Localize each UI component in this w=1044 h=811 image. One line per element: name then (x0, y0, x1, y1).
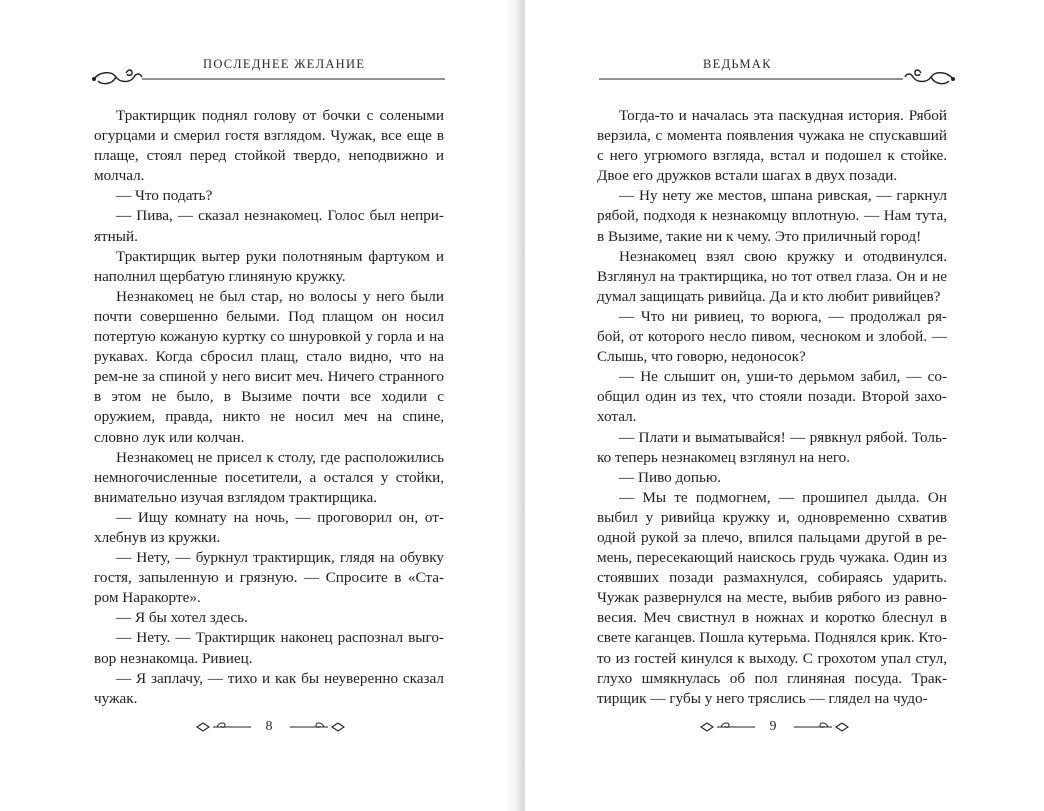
running-head-left: ПОСЛЕДНЕЕ ЖЕЛАНИЕ (203, 57, 366, 71)
paragraph: — Я бы хотел здесь. (116, 609, 248, 627)
paragraph: Незнакомец взял свою кружку и отодвинулся. Взглянул на трактирщика, но тот отвел глаза. Он и не думал защищать ривийца. Да и кто любит ривийцев? (597, 247, 947, 305)
paragraph: Незнакомец не был стар, но волосы у него были почти совершенно белыми. Под плащом он носил потертую кожаную куртку со шнуровкой у горла и на рукавах. Когда сбросил плащ, стало видно, что на рем-не за спиной у него висит меч. Ничего странного в этом не было, в Вызиме почти все ходили с оружием, правда, никто не носил меч на спине, словно лук или колчан. (94, 287, 444, 446)
paragraph: — Ищу комнату на ночь, — проговорил он, от-хлебнув из кружки. (94, 508, 444, 546)
header-ornament-right (597, 69, 957, 89)
paragraph: — Ну нету же местов, шпана ривская, — гаркнул рябой, подходя к незнакомцу вплотную. — Нам тута, в Вызиме, такие ни к чему. Это приличный город! (597, 187, 947, 245)
running-head-right: ВЕДЬМАК (703, 57, 772, 71)
paragraph: — Нету, — буркнул трактирщик, глядя на обувку гостя, запыленную и грязную. — Спросите в «Ста-ром Наракорте». (94, 549, 444, 607)
header-ornament-left (90, 69, 450, 89)
folio-ornament-left-a (195, 720, 253, 734)
right-page (525, 0, 1044, 811)
folio-ornament-right-a (699, 720, 757, 734)
paragraph: Незнакомец не присел к столу, где расположились немногочисленные посетители, а остался у стойки, внимательно изучая взглядом трактирщика. (94, 448, 444, 506)
body-text-right (597, 106, 947, 709)
paragraph: — Пива, — сказал незнакомец. Голос был непри-ятный. (94, 207, 444, 245)
body-text-left (94, 106, 444, 709)
paragraph: — Пиво допью. (619, 468, 722, 486)
paragraph: — Не слышит он, уши-то дерьмом забил, — со-общил один из тех, что стояли позади. Второй захо-хотал. (597, 368, 947, 426)
paragraph: Трактирщик вытер руки полотняным фартуком и наполнил щербатую глиняную кружку. (94, 247, 444, 285)
folio-ornament-left-b (288, 720, 346, 734)
paragraph: — Я заплачу, — тихо и как бы неуверенно сказал чужак. (94, 669, 444, 707)
page-number-right: 9 (769, 719, 777, 734)
paragraph: Тогда-то и началась эта паскудная история. Рябой верзила, с момента появления чужака не спускавший с него угрюмого взгляда, встал и подошел к стойке. Двое его дружков встали шагах в двух позади. (597, 107, 947, 185)
paragraph: — Что подать? (116, 187, 213, 205)
paragraph: — Плати и выматывайся! — рявкнул рябой. Толь-ко теперь незнакомец взглянул на него. (597, 428, 947, 466)
page-number-left: 8 (265, 719, 273, 734)
paragraph: — Что ни ривиец, то ворюга, — продолжал ря-бой, от которого несло пивом, чесноком и злобой. — Слышь, что говорю, недоносок? (597, 307, 947, 366)
left-page (0, 0, 519, 811)
folio-ornament-right-b (792, 720, 850, 734)
paragraph: — Мы те подмогнем, — прошипел дылда. Он выбил у ривийца кружку и, одновременно схватив одной рукой за плечо, впился пальцами другой в ре-мень, пересекающий наискось грудь чужака. Один из стоявших позади размахнулся, собираясь ударить. Чужак развернулся на месте, выбив рябого из равно-весия. Меч свистнул в ножнах и коротко блеснул в свете каганцев. Пошла кутерьма. Поднялся крик. Кто-то из гостей кинулся к выходу. С грохотом упал стул, глухо шмякнулась об пол глиняная посуда. Трак-тирщик — губы у него тряслись — глядел на чудо- (597, 488, 948, 707)
paragraph: Трактирщик поднял голову от бочки с солеными огурцами и смерил гостя взглядом. Чужак, все еще в плаще, стоял перед стойкой твердо, неподвижно и молчал. (94, 107, 444, 185)
paragraph: — Нету. — Трактирщик наконец распознал выго-вор незнакомца. Ривиец. (94, 629, 444, 667)
